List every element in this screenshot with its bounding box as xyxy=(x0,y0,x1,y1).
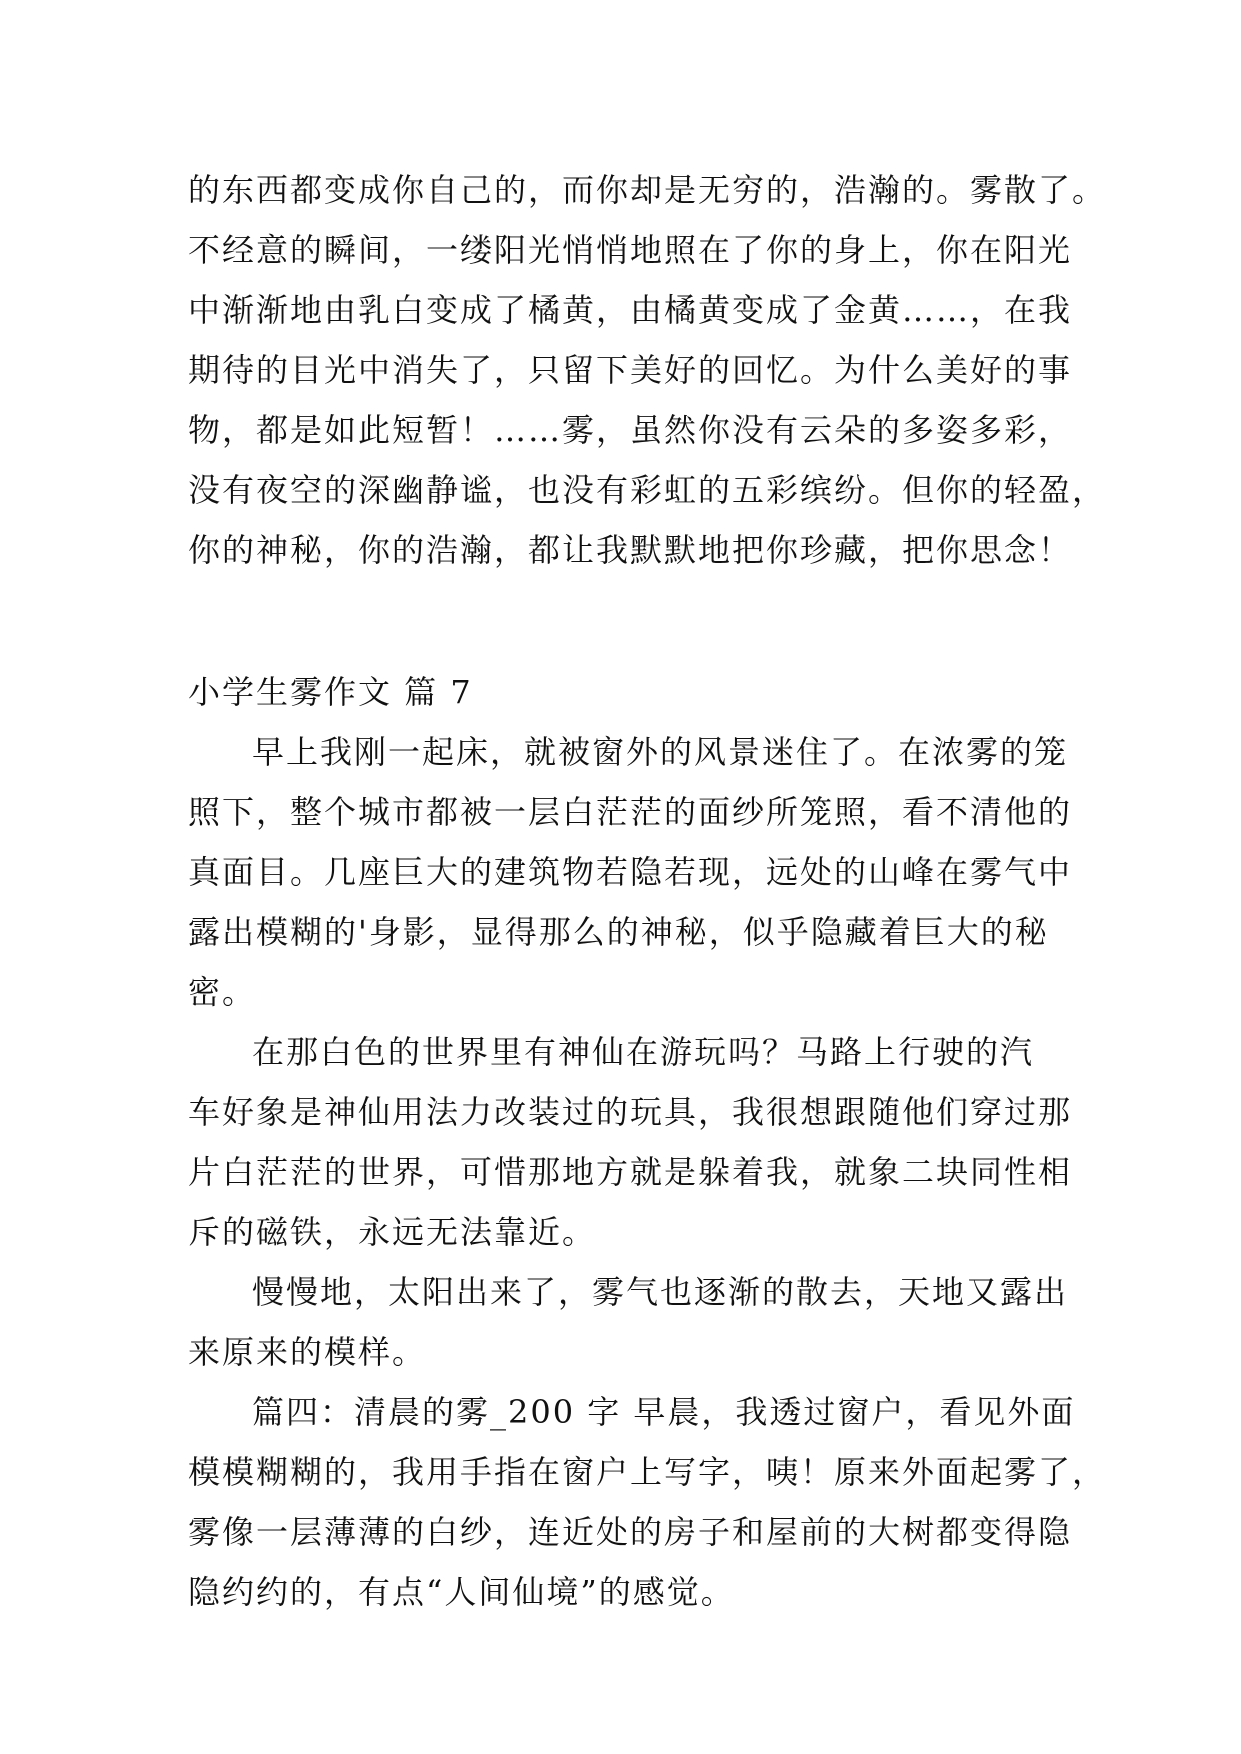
text-line: 隐约约的，有点“人间仙境”的感觉。 xyxy=(188,1573,735,1611)
text-line: 中渐渐地由乳白变成了橘黄，由橘黄变成了金黄……，在我 xyxy=(188,291,1073,329)
paragraph-1 xyxy=(188,722,1073,1022)
text-line: 密。 xyxy=(188,973,257,1011)
section-spacer xyxy=(188,580,1068,628)
text-line: 篇四：清晨的雾_200 字 早晨，我透过窗户，看见外面 xyxy=(252,1393,1076,1431)
text-line: 物，都是如此短暂！……雾，虽然你没有云朵的多姿多彩， xyxy=(188,411,1073,449)
paragraph-4 xyxy=(188,1382,1107,1622)
paragraph-2 xyxy=(188,1022,1073,1262)
paragraph-3 xyxy=(188,1262,1068,1382)
text-line: 露出模糊的'身影，显得那么的神秘，似乎隐藏着巨大的秘 xyxy=(188,913,1049,951)
text-line: 你的神秘，你的浩瀚，都让我默默地把你珍藏，把你思念！ xyxy=(188,531,1073,569)
section-title: 小学生雾作文 篇 7 xyxy=(188,673,473,711)
text-line: 斥的磁铁，永远无法靠近。 xyxy=(188,1213,597,1251)
text-line: 车好象是神仙用法力改装过的玩具，我很想跟随他们穿过那 xyxy=(188,1093,1073,1131)
document-body xyxy=(188,160,1107,1622)
text-line: 慢慢地，太阳出来了，雾气也逐渐的散去，天地又露出 xyxy=(252,1273,1069,1311)
text-line: 不经意的瞬间，一缕阳光悄悄地照在了你的身上，你在阳光 xyxy=(188,231,1073,269)
text-line: 在那白色的世界里有神仙在游玩吗？马路上行驶的汽 xyxy=(252,1033,1035,1071)
text-line: 来原来的模样。 xyxy=(188,1333,427,1371)
text-line: 早上我刚一起床，就被窗外的风景迷住了。在浓雾的笼 xyxy=(252,733,1069,771)
text-line: 没有夜空的深幽静谧，也没有彩虹的五彩缤纷。但你的轻盈， xyxy=(188,471,1107,509)
text-line: 模模糊糊的，我用手指在窗户上写字，咦！原来外面起雾了， xyxy=(188,1453,1107,1491)
intro-paragraph xyxy=(188,160,1107,580)
text-line: 照下，整个城市都被一层白茫茫的面纱所笼照，看不清他的 xyxy=(188,793,1073,831)
text-line: 的东西都变成你自己的，而你却是无穷的，浩瀚的。雾散了。 xyxy=(188,171,1107,209)
text-line: 片白茫茫的世界，可惜那地方就是躲着我，就象二块同性相 xyxy=(188,1153,1073,1191)
text-line: 雾像一层薄薄的白纱，连近处的房子和屋前的大树都变得隐 xyxy=(188,1513,1073,1551)
text-line: 真面目。几座巨大的建筑物若隐若现，远处的山峰在雾气中 xyxy=(188,853,1073,891)
text-line: 期待的目光中消失了，只留下美好的回忆。为什么美好的事 xyxy=(188,351,1073,389)
